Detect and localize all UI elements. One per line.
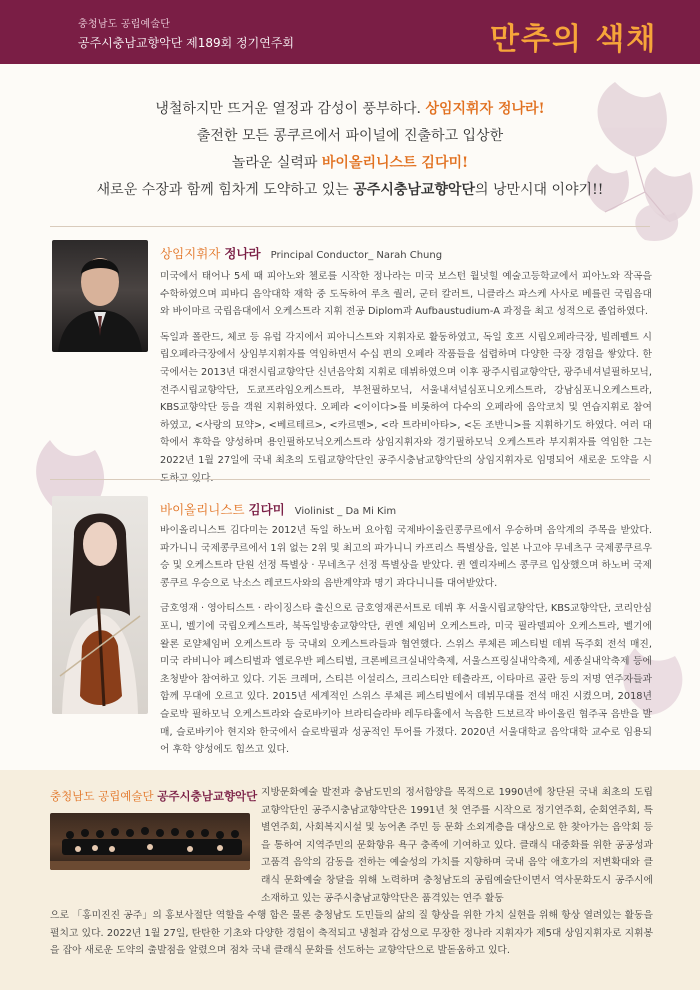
header-banner bbox=[0, 0, 700, 64]
violinist-name: 김다미 bbox=[248, 502, 285, 517]
intro-line2: 출전한 모든 콩쿠르에서 파이널에 진출하고 입상한 bbox=[196, 128, 504, 144]
intro-line3: 놀라운 실력파 bbox=[231, 155, 322, 171]
conductor-heading bbox=[160, 244, 442, 262]
conductor-bio bbox=[160, 268, 652, 495]
violinist-bio bbox=[160, 522, 652, 767]
violinist-role: 바이올리니스트 bbox=[160, 502, 245, 517]
conductor-bio-p2: 독일과 폴란드, 체코 등 유럽 각지에서 피아니스트와 지휘자로 활동하였고, 독일 호프 시립오페라극장, 빌레펠트 시립오페라극장에서 상임부지휘자를 역임하면서 수십 편의 오페라 작품들을 섭렵하며 다양한 극장 경험을 쌓았다. 한국에서는 2013년 대전시립교향악단 신년음악회 지휘로 데뷔하였으며 이후 광주시립교향악단, 광주네셔널필하모닉, 전주시립교향악단, 도쿄프라임오케스트라, 부천필하모닉, 서울내셔널심포니오케스트라, 강남심포니오케스트라, KBS교향악단 등을 객원 지휘하였다. 오페라 <이이다>를 비롯하여 다수의 오페라에 음악코치 및 연습지휘로 참여하였고, <사랑의 묘약>, <베르테르>, <카르멘>, <라 트라비아타>, <돈 조반니>를 지휘하기도 하였다. 여러 대학에서 후학을 양성하며 용인필하모닉오케스트라 상임지휘자와 경기필하모닉 오케스트라 부지휘자를 역임한 그는 2022년 1월 27일에 국내 최초의 도립교향악단인 공주시충남교향악단의 상임지휘자로 임명되어 새로운 도약을 시도하고 있다. bbox=[160, 331, 652, 484]
section-divider bbox=[50, 226, 650, 227]
section-divider bbox=[50, 479, 650, 480]
violinist-bio-p2: 금호영재 · 영아티스트 · 라이징스타 출신으로 금호영재콘서트로 데뷔 후 서울시립교향악단, KBS교향악단, 코리안심포니, 벨기에 국립오케스트라, 북독일방송교향악단, 퀸엔 체임버 오케스트라, 미국 필라델피아 오케스트라, 벨기에 왈론 로얄체임버 오케스트라 등 국내외 오케스트라들과 협연했다. 스위스 루체른 페스티벌 데뷔 독주회 전석 매진, 미국 라비니아 페스티벌과 엘로우반 페스티벌, 크론베르크실내악축제, 서울스프링실내악축제, 세종실내악축제 등에 초청받아 참여하고 있다. 기돈 크레머, 스티븐 이설리스, 크리스티안 테츨라프, 이타마르 골란 등의 저명 연주자들과 함께 무대에 오르고 있다. 2015년 세계적인 스위스 루체른 페스티벌에서 데뷔무대를 전석 매진 시켰으며, 2018년 슬로박 필하모닉 오케스트라와 슬로바키아 브라티슬라바 레두타홀에서 녹음한 드보르작 바이올린 협주곡 음반을 발매, 슬로바키아 현지와 한국에서 슬로박필과 성공적인 투어를 가졌다. 2020년 서울대학교 음악대학 교수로 임용되어 후학 양성에도 힘쓰고 있다. bbox=[160, 603, 652, 756]
ginkgo-leaf-icon bbox=[625, 200, 695, 260]
orchestra-heading bbox=[50, 788, 257, 804]
violinist-eng-name: Violinist _ Da Mi Kim bbox=[294, 506, 397, 517]
intro-line4-end: 의 낭만시대 이야기!! bbox=[474, 182, 604, 198]
orchestra-desc-p1: 지방문화예술 발전과 충남도민의 정서함양을 목적으로 1990년에 창단된 국내 최초의 도립교향악단인 공주시충남교향악단은 1991년 첫 연주를 시작으로 정기연주회, 순회연주회, 특별연주회, 사회복지시설 및 농어촌 주민 등 문화 소외계층을 대상으로 한 찾아가는 음악회 등을 통하여 지역주민의 문화향유 욕구 충족에 기여하고 있다. 클래식 대중화를 위한 공공성과 고품격 음악의 감동을 전하는 예술성의 가치를 지향하며 국내 음악 애호가의 저변확대와 클래식 문화예술 창달을 위해 노력하며 충청남도의 공립예술단이면서 역사문화도시 공주시에 소재하고 있는 공주시충남교향악단은 품격있는 연주 활동 bbox=[261, 787, 653, 904]
conductor-bio-p1: 미국에서 태어나 5세 때 피아노와 첼로를 시작한 정나라는 미국 보스턴 월넛힐 예술고등학교에서 피아노와 작곡을 수학하였으며 피바디 음악대학 재학 중 도독하여 루츠 퀄러, 군터 칼러트, 니클라스 파스케 사사로 베를린 국립음대와 바이마르 국립음대에서 오케스트라 지휘 전공 Diplom과 Aufbaustudium-A 과정을 최고 성적으로 졸업하였다. bbox=[160, 271, 652, 318]
page-title: 만추의 색채 bbox=[490, 22, 658, 57]
violinist-photo bbox=[52, 496, 148, 714]
orchestra-section bbox=[0, 770, 700, 990]
orchestra-name: 공주시충남교향악단 bbox=[157, 789, 258, 803]
violinist-bio-p1: 바이올리니스트 김다미는 2012년 독일 하노버 요아힘 국제바이올린콩쿠르에서 우승하며 음악계의 주목을 받았다. 파가니니 국제콩쿠르에서 1위 없는 2위 및 최고의 파가니니 카프리스 특별상을, 일본 나고야 무네츠구 국제콩쿠르우승 및 오케스트라 단원 선정 특별상 · 무네츠구 선정 특별상을 받았다. 퀸 엘리자베스 콩쿠르 입상했으며 하노버 국제 콩쿠르 우승으로 낙소스 레코드사와의 음반계약과 명기 과다니니를 대여받았다. bbox=[160, 525, 652, 589]
conductor-role: 상임지휘자 bbox=[160, 246, 221, 261]
conductor-name: 정나라 bbox=[224, 246, 261, 261]
intro-violinist-highlight: 바이올리니스트 김다미! bbox=[321, 155, 469, 171]
intro-orchestra-highlight: 공주시충남교향악단 bbox=[353, 182, 475, 198]
header-concert-name: 공주시충남교향악단 제189회 정기연주회 bbox=[78, 36, 295, 50]
orchestra-description-cont bbox=[50, 907, 653, 960]
intro-line4: 새로운 수장과 함께 힘차게 도약하고 있는 bbox=[96, 182, 354, 198]
conductor-photo bbox=[52, 240, 148, 352]
intro-statement bbox=[60, 96, 640, 204]
orchestra-description bbox=[261, 784, 653, 907]
orchestra-heading-prefix: 충청남도 공립예술단 bbox=[50, 789, 158, 803]
header-organization: 충청남도 공립예술단 bbox=[78, 19, 171, 30]
conductor-eng-name: Principal Conductor_ Narah Chung bbox=[270, 250, 443, 261]
violinist-heading bbox=[160, 500, 396, 518]
orchestra-photo bbox=[50, 813, 250, 870]
intro-line1: 냉철하지만 뜨거운 열정과 감성이 풍부하다. bbox=[155, 101, 426, 117]
orchestra-desc-p2: 으로 「홍미진진 공주」의 홍보사절단 역할을 수행 함은 물론 충청남도 도민들의 삶의 질 향상을 위한 가치 실현을 위해 항상 열려있는 활동을 펼치고 있다. 2022년 1월 27일, 탄탄한 기초와 다양한 경험이 축적되고 냉철과 감성으로 무장한 정나라 지휘자가 제5대 상임지휘자로 지휘봉을 잡아 새로운 도약의 출발점을 알렸으며 점차 국내 클래식 문화를 선도하는 교향악단으로 발돋움하고 있다. bbox=[50, 910, 653, 957]
intro-conductor-highlight: 상임지휘자 정나라! bbox=[425, 101, 545, 117]
